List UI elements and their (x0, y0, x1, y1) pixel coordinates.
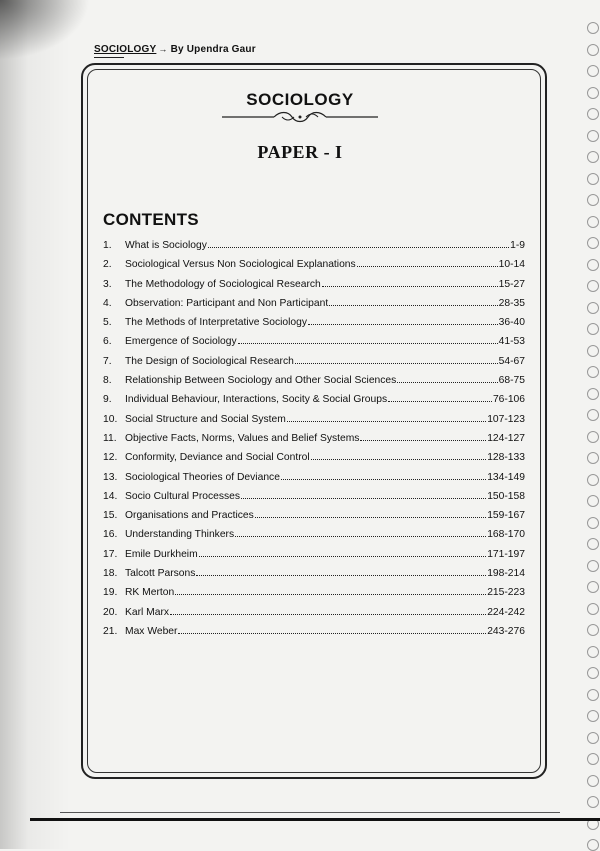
toc-entry-number: 18. (103, 568, 118, 580)
toc-entry-number: 14. (103, 490, 118, 502)
toc-entry-number: 17. (103, 548, 118, 560)
toc-entry-title: Understanding Thinkers (125, 529, 235, 541)
binder-holes (585, 0, 600, 849)
toc-entry (103, 375, 525, 394)
toc-entry-leader (295, 363, 498, 364)
toc-entry-pages: 36-40 (498, 317, 525, 329)
bottom-rule (30, 818, 600, 821)
toc-entry-title: The Design of Sociological Research (125, 355, 294, 367)
toc-entry-title: Organisations and Practices (125, 510, 254, 522)
toc-entry-leader (311, 459, 487, 460)
toc-entry-number: 2. (103, 259, 112, 271)
toc-entry-leader (397, 382, 497, 383)
binder-hole (587, 710, 599, 722)
binder-hole (587, 388, 599, 400)
toc-entry (103, 587, 525, 606)
toc-entry-number: 15. (103, 510, 118, 522)
toc-entry-number: 12. (103, 452, 118, 464)
binder-hole (587, 775, 599, 787)
toc-entry-title: Objective Facts, Norms, Values and Belief Systems (125, 432, 360, 444)
binder-hole (587, 151, 599, 163)
toc-entry-pages: 54-67 (498, 355, 525, 367)
binder-hole (587, 538, 599, 550)
toc-entry-pages: 28-35 (498, 297, 525, 309)
toc-entry-pages: 76-106 (492, 394, 525, 406)
toc-entry (103, 240, 525, 259)
toc-entry-title: Observation: Participant and Non Participant (125, 297, 329, 309)
ornament-divider-icon (222, 110, 378, 124)
binder-hole (587, 173, 599, 185)
binder-hole (587, 431, 599, 443)
toc-entry-leader (238, 343, 498, 344)
binder-hole (587, 452, 599, 464)
binder-hole (587, 603, 599, 615)
toc-entry-leader (287, 421, 486, 422)
toc-entry (103, 607, 525, 626)
table-of-contents (103, 240, 525, 645)
toc-entry (103, 452, 525, 471)
toc-entry (103, 394, 525, 413)
toc-entry-pages: 124-127 (487, 432, 525, 444)
binder-hole (587, 259, 599, 271)
toc-entry-title: The Methodology of Sociological Research (125, 278, 321, 290)
header-rule (94, 57, 124, 58)
binder-hole (587, 65, 599, 77)
toc-entry-title: Emergence of Sociology (125, 336, 237, 348)
toc-entry (103, 433, 525, 452)
binder-hole (587, 646, 599, 658)
header-brand: SOCIOLOGY (94, 44, 157, 55)
binder-hole (587, 732, 599, 744)
binder-hole (587, 689, 599, 701)
toc-entry (103, 336, 525, 355)
binder-hole (587, 44, 599, 56)
toc-entry (103, 317, 525, 336)
toc-entry-pages: 134-149 (487, 471, 525, 483)
binder-hole (587, 796, 599, 808)
toc-entry-pages: 10-14 (498, 259, 525, 271)
toc-entry-title: Talcott Parsons (125, 568, 196, 580)
toc-entry-title: Conformity, Deviance and Social Control (125, 452, 310, 464)
scan-shadow (0, 0, 70, 849)
toc-entry-title: RK Merton (125, 587, 175, 599)
toc-entry-leader (329, 305, 497, 306)
toc-entry-number: 6. (103, 336, 112, 348)
toc-entry-pages: 243-276 (487, 625, 525, 637)
toc-entry-title: Max Weber (125, 625, 178, 637)
binder-hole (587, 345, 599, 357)
toc-entry-pages: 68-75 (498, 375, 525, 387)
binder-hole (587, 495, 599, 507)
toc-entry-leader (178, 633, 486, 634)
binder-hole (587, 409, 599, 421)
toc-entry-number: 10. (103, 413, 118, 425)
binder-hole (587, 323, 599, 335)
toc-entry-pages: 107-123 (487, 413, 525, 425)
binder-hole (587, 366, 599, 378)
toc-entry-leader (196, 575, 486, 576)
binder-hole (587, 108, 599, 120)
toc-entry-leader (255, 517, 486, 518)
toc-entry-title: Emile Durkheim (125, 548, 198, 560)
toc-entry-pages: 41-53 (498, 336, 525, 348)
binder-hole (587, 22, 599, 34)
toc-entry (103, 568, 525, 587)
toc-entry-title: Socio Cultural Processes (125, 490, 241, 502)
toc-entry-leader (208, 247, 509, 248)
binder-hole (587, 839, 599, 851)
toc-entry-title: The Methods of Interpretative Sociology (125, 317, 308, 329)
binder-hole (587, 474, 599, 486)
toc-entry-number: 11. (103, 432, 117, 444)
toc-entry (103, 279, 525, 298)
toc-entry-title: Karl Marx (125, 606, 170, 618)
toc-entry-leader (175, 594, 486, 595)
toc-entry-number: 7. (103, 355, 112, 367)
page-title: SOCIOLOGY (246, 90, 354, 109)
paper-heading: PAPER - I (257, 142, 343, 162)
toc-entry (103, 298, 525, 317)
toc-entry-number: 21. (103, 625, 118, 637)
binder-hole (587, 517, 599, 529)
toc-entry (103, 414, 525, 433)
toc-entry-title: What is Sociology (125, 240, 207, 251)
toc-entry-pages: 224-242 (487, 606, 525, 618)
toc-entry-number: 5. (103, 317, 112, 329)
toc-entry-pages: 128-133 (487, 452, 525, 464)
binder-hole (587, 560, 599, 572)
binder-hole (587, 581, 599, 593)
toc-entry-leader (170, 614, 486, 615)
toc-entry-leader (357, 266, 498, 267)
binder-hole (587, 237, 599, 249)
binder-hole (587, 87, 599, 99)
toc-entry-leader (281, 479, 486, 480)
toc-entry (103, 510, 525, 529)
toc-entry-number: 3. (103, 278, 112, 290)
binder-hole (587, 753, 599, 765)
bottom-rule-thin (60, 812, 560, 813)
toc-entry-pages: 1-9 (510, 240, 525, 251)
toc-entry-leader (322, 286, 498, 287)
toc-entry (103, 529, 525, 548)
toc-entry-title: Relationship Between Sociology and Other Social Sciences (125, 375, 397, 387)
toc-entry-pages: 215-223 (487, 587, 525, 599)
toc-entry-title: Individual Behaviour, Interactions, Socity & Social Groups (125, 394, 388, 406)
binder-hole (587, 216, 599, 228)
toc-entry-number: 16. (103, 529, 118, 541)
toc-entry-pages: 150-158 (487, 490, 525, 502)
toc-entry (103, 491, 525, 510)
binder-hole (587, 130, 599, 142)
toc-entry (103, 259, 525, 278)
scan-corner (0, 0, 90, 60)
toc-entry-pages: 15-27 (498, 278, 525, 290)
toc-entry-title: Social Structure and Social System (125, 413, 286, 425)
toc-entry-number: 8. (103, 375, 112, 387)
toc-entry-pages: 171-197 (487, 548, 525, 560)
binder-hole (587, 194, 599, 206)
toc-entry-leader (199, 556, 487, 557)
binder-hole (587, 624, 599, 636)
toc-entry-number: 9. (103, 394, 112, 406)
toc-entry-pages: 168-170 (487, 529, 525, 541)
contents-heading: CONTENTS (103, 210, 199, 229)
toc-entry-pages: 159-167 (487, 510, 525, 522)
toc-entry-leader (308, 324, 498, 325)
toc-entry-title: Sociological Versus Non Sociological Explanations (125, 259, 356, 271)
toc-entry-number: 20. (103, 606, 118, 618)
toc-entry (103, 356, 525, 375)
arrow-icon: → (158, 44, 168, 54)
toc-entry (103, 626, 525, 645)
toc-entry-number: 19. (103, 587, 118, 599)
toc-entry-leader (241, 498, 486, 499)
toc-entry (103, 549, 525, 568)
header-author: By Upendra Gaur (170, 44, 256, 55)
binder-hole (587, 302, 599, 314)
toc-entry-leader (235, 536, 486, 537)
toc-entry-title: Sociological Theories of Deviance (125, 471, 280, 483)
toc-entry-leader (388, 401, 492, 402)
binder-hole (587, 667, 599, 679)
toc-entry-leader (360, 440, 486, 441)
toc-entry-number: 4. (103, 297, 112, 309)
binder-hole (587, 280, 599, 292)
toc-entry (103, 472, 525, 491)
toc-entry-number: 13. (103, 471, 118, 483)
toc-entry-number: 1. (103, 240, 112, 251)
running-header (94, 44, 256, 55)
toc-entry-pages: 198-214 (487, 568, 525, 580)
